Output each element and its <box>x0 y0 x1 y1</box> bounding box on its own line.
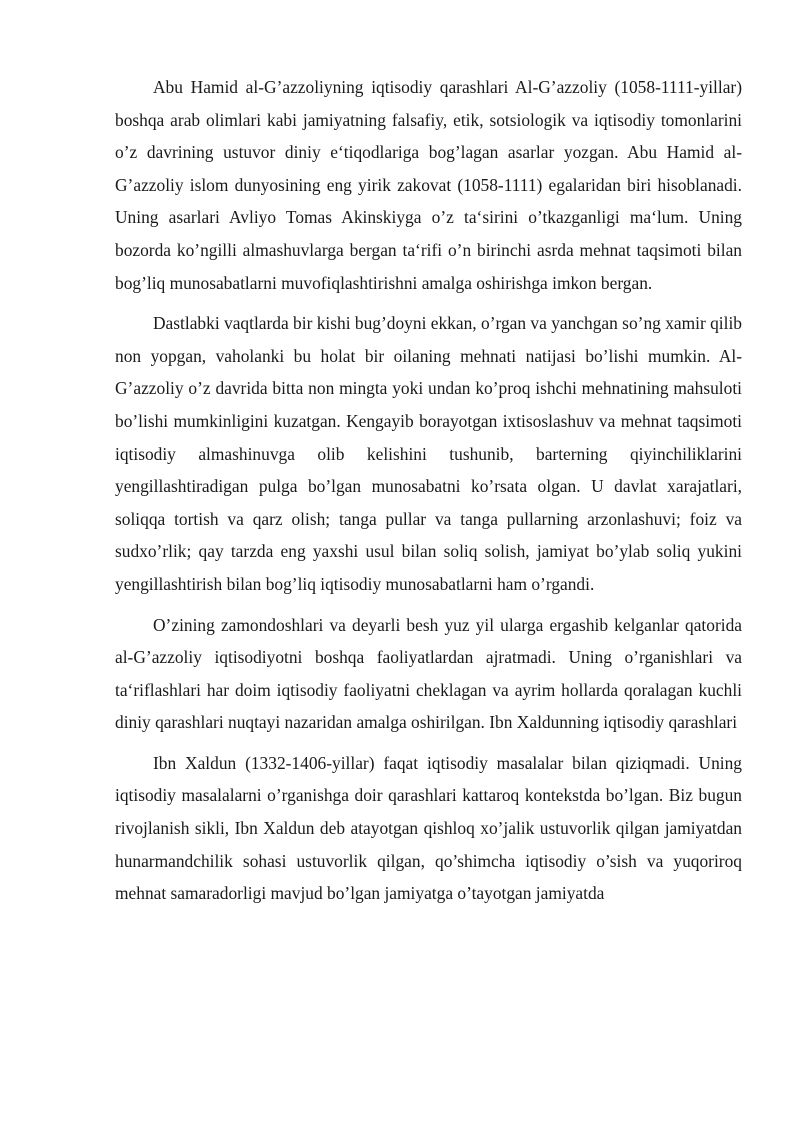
paragraph: Dastlabki vaqtlarda bir kishi bug’doyni ekkan, o’rgan va yanchgan so’ng xamir qilib non yopgan, vaholanki bu holat bir oilaning mehnati natijasi bo’lishi mumkin. Al-G’azzoliy o’z davrida bitta non mingta yoki undan ko’proq ishchi mehnatining mahsuloti bo’lishi mumkinligini kuzatgan. Kengayib borayotgan ixtisoslashuv va mehnat taqsimoti iqtisodiy almashinuvga olib kelishini tushunib, barterning qiyinchiliklarini yengillashtiradigan pulga bo’lgan munosabatni ko’rsata olgan. U davlat xarajatlari, soliqqa tortish va qarz olish; tanga pullar va tanga pullarning arzonlashuvi; foiz va sudxo’rlik; qay tarzda eng yaxshi usul bilan soliq solish, jamiyat bo’ylab soliq yukini yengillashtirish bilan bog’liq iqtisodiy munosabatlarni ham o’rgandi. <box>115 313 742 594</box>
document-page <box>115 71 742 918</box>
paragraph: Abu Hamid al-G’azzoliyning iqtisodiy qarashlari Al-G’azzoliy (1058-1111-yillar) boshqa arab olimlari kabi jamiyatning falsafiy, etik, sotsiologik va iqtisodiy tomonlarini o’z davrining ustuvor diniy e‘tiqodlariga bog’lagan asarlar yozgan. Abu Hamid al-G’azzoliy islom dunyosining eng yirik zakovat (1058-1111) egalaridan biri hisoblanadi. Uning asarlari Avliyo Tomas Akinskiyga o’z ta‘sirini o’tkazganligi ma‘lum. Uning bozorda ko’ngilli almashuvlarga bergan ta‘rifi o’n birinchi asrda mehnat taqsimoti bilan bog’liq munosabatlarni muvofiqlashtirishni amalga oshirishga imkon bergan. <box>115 77 742 293</box>
paragraph: O’zining zamondoshlari va deyarli besh yuz yil ularga ergashib kelganlar qatorida al-G’azzoliy iqtisodiyotni boshqa faoliyatlardan ajratmadi. Uning o’rganishlari va ta‘riflashlari har doim iqtisodiy faoliyatni cheklagan va ayrim hollarda qoralagan kuchli diniy qarashlari nuqtayi nazaridan amalga oshirilgan. Ibn Xaldunning iqtisodiy qarashlari <box>115 614 742 733</box>
paragraph: Ibn Xaldun (1332-1406-yillar) faqat iqtisodiy masalalar bilan qiziqmadi. Uning iqtisodiy masalalarni o’rganishga doir qarashlari kattaroq kontekstda bo’lgan. Biz bugun rivojlanish sikli, Ibn Xaldun deb atayotgan qishloq xo’jalik ustuvorlik qilgan jamiyatdan hunarmandchilik sohasi ustuvorlik qilgan, qo’shimcha iqtisodiy o’sish va yuqoriroq mehnat samaradorligi mavjud bo’lgan jamiyatga o’tayotgan jamiyatda <box>115 752 742 904</box>
